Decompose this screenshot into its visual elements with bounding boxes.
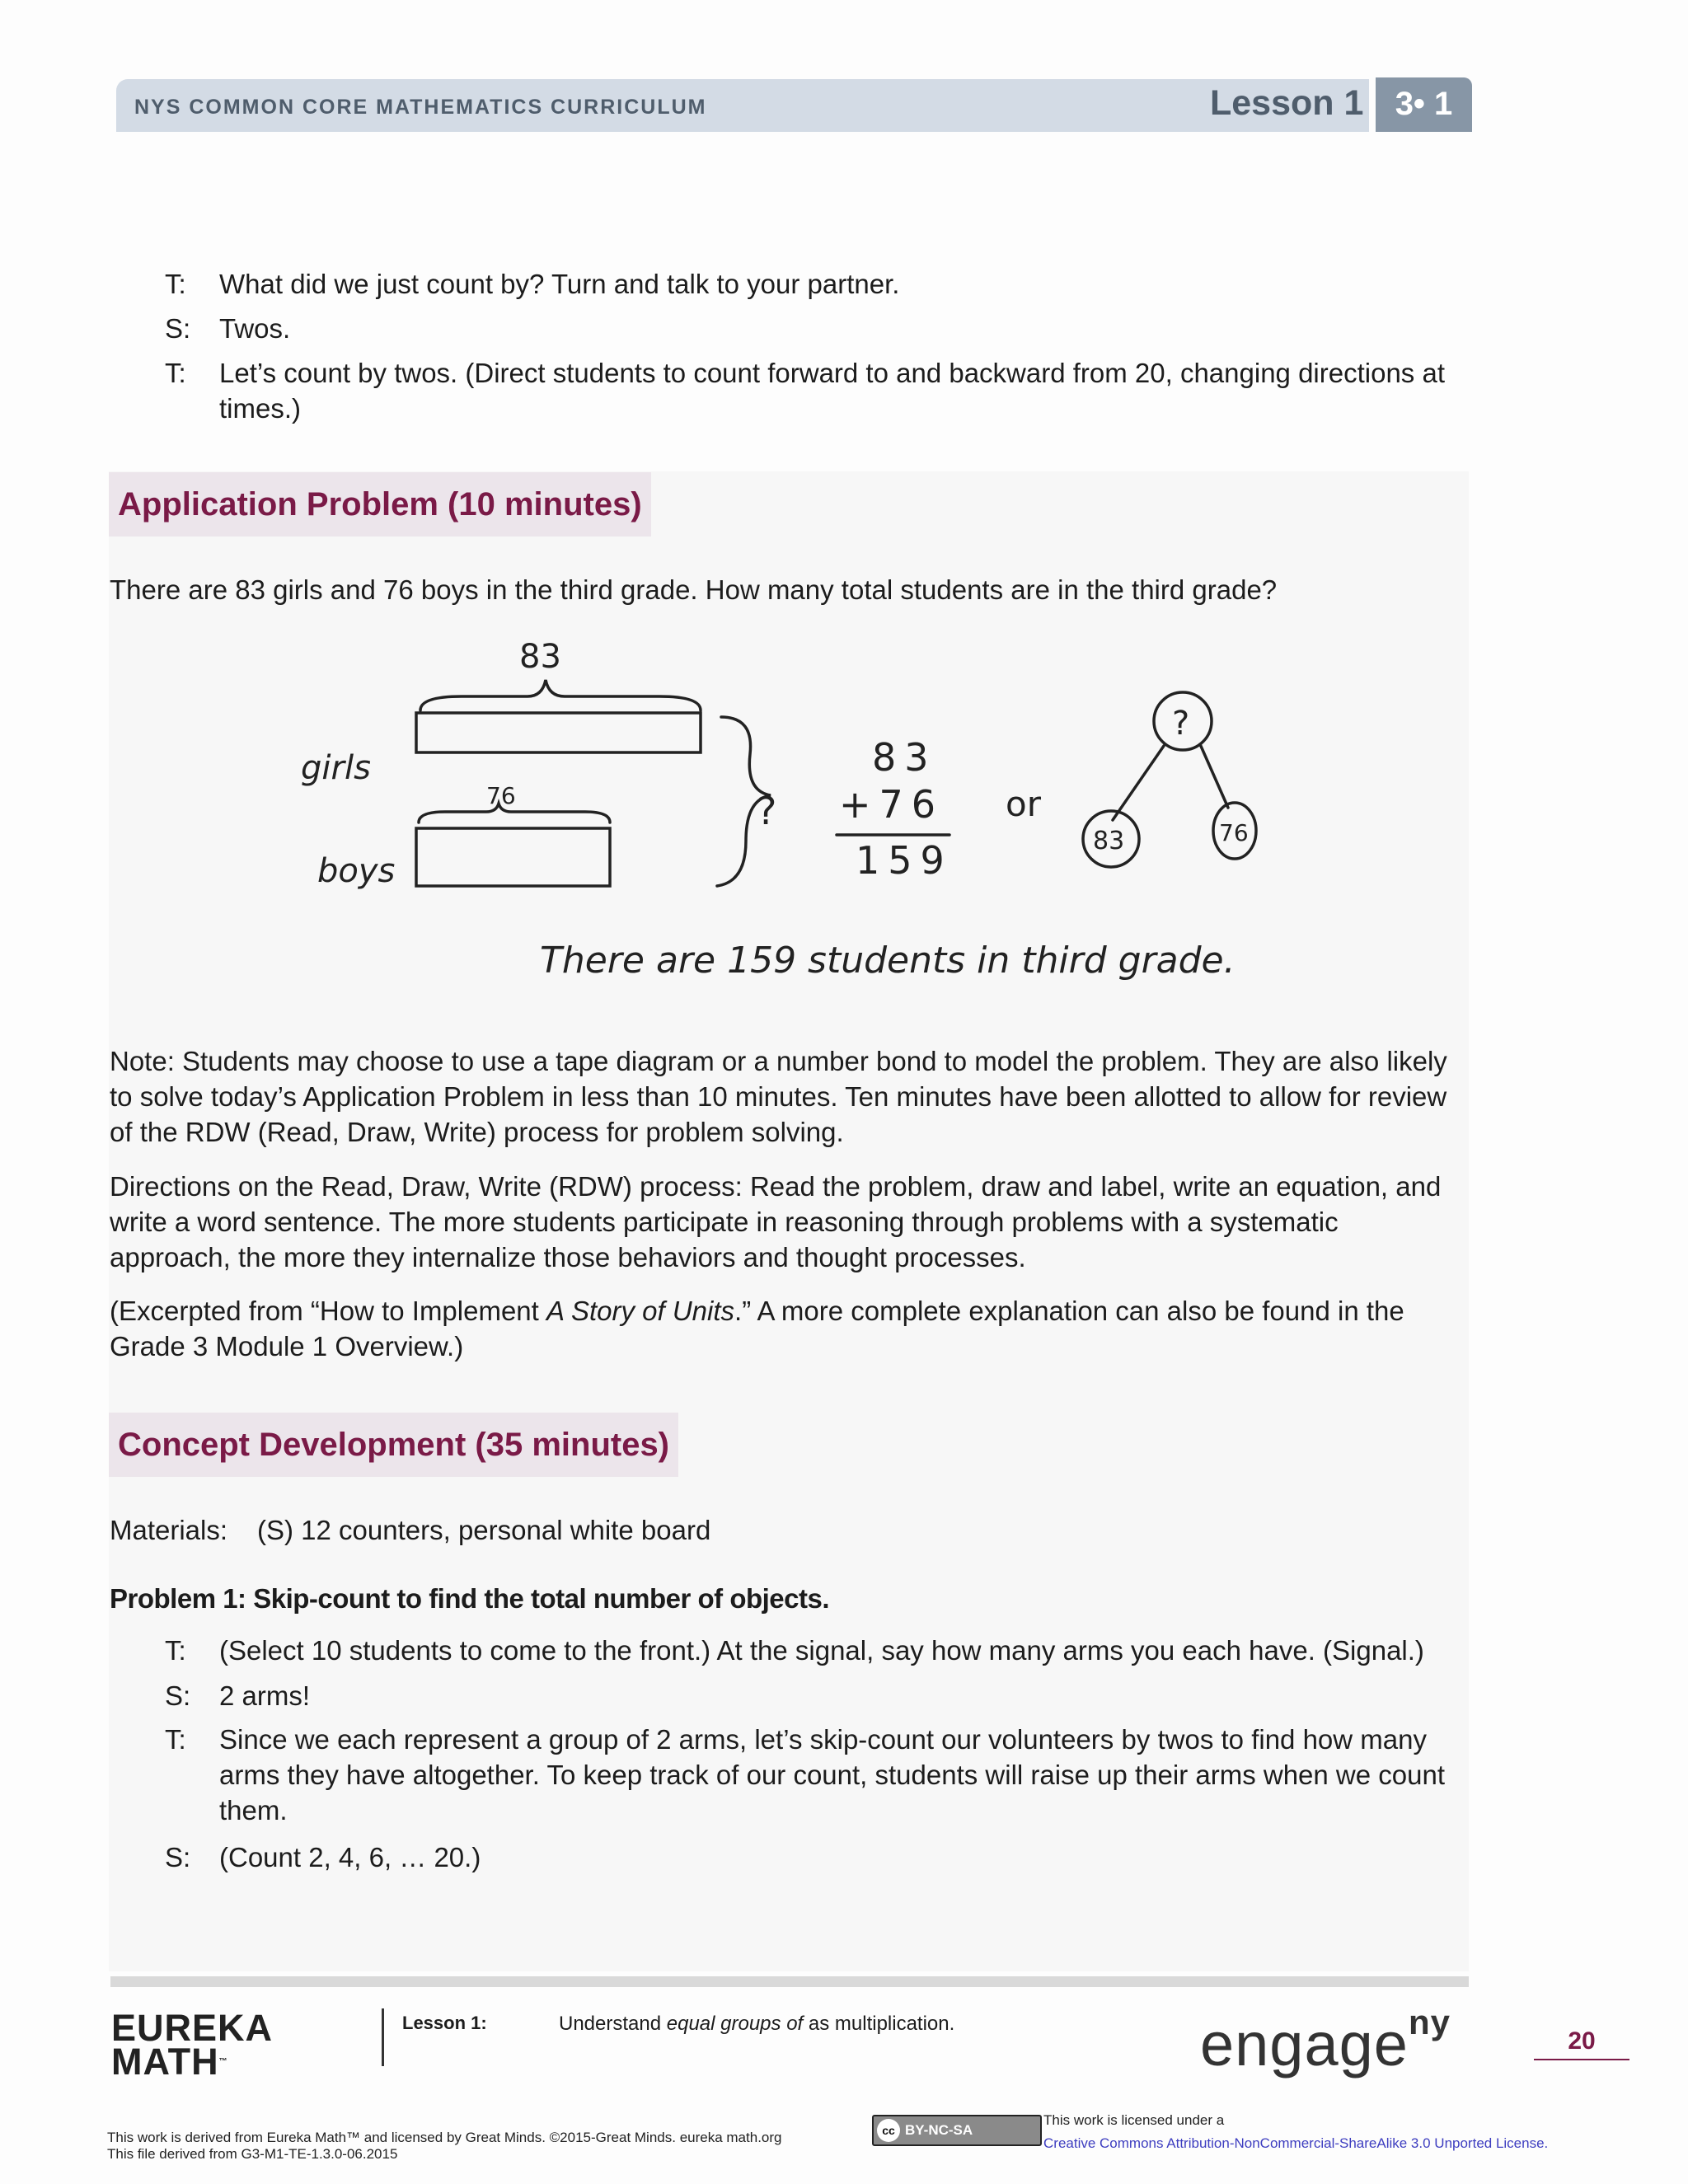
boys-tape	[416, 828, 610, 886]
excerpt-text: (Excerpted from “How to Implement	[110, 1296, 546, 1326]
dialog-speaker: T:	[165, 269, 186, 299]
license-link-text[interactable]: Creative Commons Attribution-NonCommercial-ShareAlike 3.0 Unported License.	[1043, 2135, 1549, 2151]
bond-part-2: 76	[1219, 819, 1249, 846]
teacher-note: Note: Students may choose to use a tape diagram or a number bond to model the problem. They are also likely to solve today’s Application Problem in less than 10 minutes. Ten minutes have been allotted to allow for review of the RDW (Read, Draw, Write) process for problem solving.	[110, 1046, 1447, 1147]
section-heading-application: Application Problem (10 minutes)	[109, 472, 651, 537]
license-intro: This work is licensed under a	[1043, 2112, 1225, 2128]
page-number: 20	[1534, 2027, 1629, 2060]
eureka-math-logo	[111, 2007, 274, 2083]
dialog-line	[165, 1840, 1471, 1875]
sum: 159	[856, 838, 953, 883]
logo-line-2: MATH	[111, 2041, 219, 2083]
bond-line-left	[1113, 746, 1164, 820]
dialog-text: Let’s count by twos. (Direct students to count forward to and backward from 20, changing directions at times.)	[219, 358, 1445, 424]
girls-total-label: 83	[519, 638, 561, 676]
cc-icon: cc	[877, 2119, 900, 2142]
cc-license-badge[interactable]	[872, 2115, 1042, 2146]
license-link[interactable]	[1043, 2135, 1548, 2152]
problem-title: Problem 1: Skip-count to find the total number of objects.	[110, 1583, 830, 1614]
cc-badge-text: BY-NC-SA	[905, 2122, 973, 2138]
dialog-text: Twos.	[219, 313, 291, 344]
trademark: ™	[218, 2057, 228, 2066]
dialog-text: (Count 2, 4, 6, … 20.)	[219, 1842, 481, 1872]
engage-word: engage	[1200, 2010, 1409, 2079]
bond-whole: ?	[1172, 705, 1190, 743]
file-notice: This file derived from G3-M1-TE-1.3.0-06.2015	[107, 2146, 398, 2162]
addend-2: +76	[839, 782, 945, 827]
footer-lesson-label: Lesson 1:	[402, 2013, 487, 2033]
dialog-line	[165, 311, 1471, 346]
rdw-directions: Directions on the Read, Draw, Write (RDW) process: Read the problem, draw and label, write an equation, and write a word sentence. The more students participate in reasoning through problems with a systematic approach, the more they internalize those behaviors and thought processes.	[110, 1171, 1442, 1272]
dialog-speaker: T:	[165, 358, 186, 388]
bond-line-right	[1200, 744, 1228, 808]
desc-italic: equal groups of	[666, 2013, 804, 2035]
girls-tape	[416, 713, 701, 752]
ny-superscript: ny	[1408, 2003, 1451, 2041]
boys-total-label: 76	[486, 782, 516, 809]
dialog-speaker: S:	[165, 313, 191, 344]
dialog-text: Since we each represent a group of 2 arms, let’s skip-count our volunteers by twos to find how many arms they have altogether. To keep track of our count, students will raise up their arms when we count them.	[219, 1724, 1445, 1825]
or-label: or	[1006, 784, 1041, 824]
addend-1: 83	[872, 735, 937, 780]
dialog-line	[165, 1678, 1471, 1713]
materials-label: Materials:	[110, 1515, 228, 1545]
dialog-text: What did we just count by? Turn and talk to your partner.	[219, 269, 900, 299]
curriculum-title: NYS COMMON CORE MATHEMATICS CURRICULUM	[134, 96, 707, 119]
boys-label: boys	[317, 852, 396, 890]
dialog-speaker: S:	[165, 1680, 191, 1711]
derived-notice: This work is derived from Eureka Math™ and licensed by Great Minds. ©2015-Great Minds. eureka math.org	[107, 2130, 782, 2145]
logo-line-1: EUREKA	[111, 2007, 274, 2049]
desc-text: Understand	[559, 2013, 667, 2035]
footer-divider	[382, 2008, 384, 2066]
unknown-total: ?	[757, 789, 777, 833]
dialog-text: 2 arms!	[219, 1680, 311, 1711]
excerpt-note	[110, 1293, 1461, 1364]
problem-statement: There are 83 girls and 76 boys in the third grade. How many total students are in the third grade?	[110, 574, 1278, 605]
grade-module-badge: 3• 1	[1376, 77, 1472, 132]
girls-label: girls	[301, 749, 371, 787]
answer-sentence: There are 159 students in third grade.	[540, 940, 1236, 982]
girls-brace	[420, 680, 701, 710]
excerpt-text-end: .” A more complete explanation can also be found in the Grade 3 Module 1 Overview.)	[110, 1296, 1404, 1361]
desc-text-end: as multiplication.	[803, 2013, 955, 2035]
dialog-speaker: S:	[165, 1842, 191, 1872]
footer-lesson-description	[559, 2013, 954, 2036]
bond-part-1: 83	[1093, 827, 1125, 855]
tape-diagram-sketch	[280, 635, 1302, 997]
book-title: A Story of Units	[546, 1296, 735, 1326]
dialog-line	[165, 1633, 1471, 1668]
dialog-line	[165, 355, 1471, 426]
engageny-logo	[1200, 2003, 1451, 2079]
section-heading-concept: Concept Development (35 minutes)	[109, 1413, 678, 1477]
dialog-speaker: T:	[165, 1724, 186, 1755]
materials-list: (S) 12 counters, personal white board	[257, 1515, 711, 1545]
footer-rule	[110, 1976, 1469, 1987]
lesson-title: Lesson 1	[1210, 83, 1364, 123]
dialog-line	[165, 1722, 1471, 1828]
dialog-line	[165, 266, 1471, 302]
dialog-speaker: T:	[165, 1635, 186, 1666]
dialog-text: (Select 10 students to come to the front.) At the signal, say how many arms you each have. (Signal.)	[219, 1635, 1424, 1666]
